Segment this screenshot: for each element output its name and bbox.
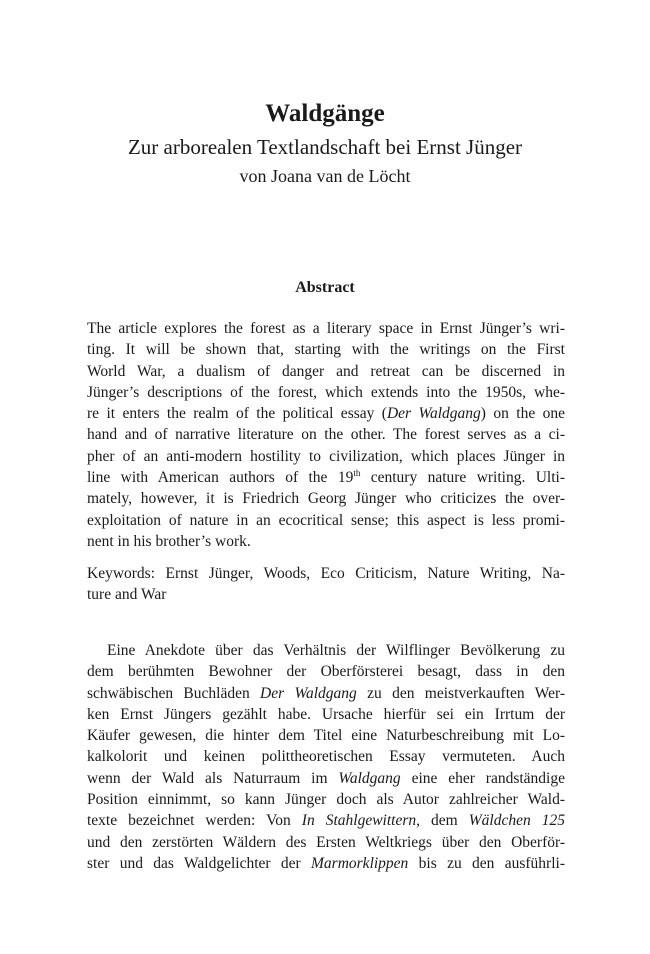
keywords-line: Keywords: Ernst Jünger, Woods, Eco Criticism, Nature Writing, Na- <box>87 565 565 582</box>
abstract-line: line with American authors of the 19th century nature writing. Ulti- <box>87 468 565 487</box>
article-author: von Joana van de Löcht <box>239 166 411 186</box>
body-line: kalkolorit und keinen polittheoretischen Essay vermuteten. Auch <box>87 748 565 766</box>
body-line: Position einnimmt, so kann Jünger doch als Autor zahlreicher Wald- <box>87 791 565 809</box>
abstract-line: ting. It will be shown that, starting with the writings on the First <box>87 341 565 359</box>
abstract-line: pher of an anti-modern hostility to civilization, which places Jünger in <box>87 447 565 465</box>
abstract-line: Jünger’s descriptions of the forest, which extends into the 1950s, whe- <box>87 383 565 401</box>
abstract-line: hand and of narrative literature on the other. The forest serves as a ci- <box>87 426 565 444</box>
body-line: texte bezeichnet werden: Von In Stahlgewittern, dem Wäldchen 125 <box>87 812 565 830</box>
body-line: dem berühmten Bewohner der Oberförsterei besagt, dass in den <box>87 663 565 681</box>
article-subtitle: Zur arborealen Textlandschaft bei Ernst Jünger <box>127 135 523 159</box>
abstract-heading: Abstract <box>295 279 355 296</box>
body-line: wenn der Wald als Naturraum im Waldgang eine eher randständige <box>87 769 565 787</box>
body-line: und den zerstörten Wäldern des Ersten Weltkriegs über den Oberför- <box>87 833 565 851</box>
abstract-line: mately, however, it is Friedrich Georg Jünger who criticizes the over- <box>87 490 565 508</box>
keywords-paragraph <box>87 563 565 606</box>
article-title: Waldgänge <box>265 100 385 127</box>
abstract-line: nent in his brother’s work. <box>87 532 251 550</box>
body-line: ken Ernst Jüngers gezählt habe. Ursache hierfür sei ein Irrtum der <box>87 705 565 723</box>
keywords-line: ture and War <box>87 586 167 604</box>
abstract-line: World War, a dualism of danger and retreat can be discerned in <box>87 362 565 380</box>
abstract-line: exploitation of nature in an ecocritical sense; this aspect is less promi- <box>87 511 565 529</box>
abstract-paragraph <box>87 318 565 552</box>
abstract-line: re it enters the realm of the political essay (Der Waldgang) on the one <box>87 405 565 423</box>
body-line: Eine Anekdote über das Verhältnis der Wilflinger Bevölkerung zu <box>107 642 565 659</box>
body-line: schwäbischen Buchläden Der Waldgang zu den meistverkauften Wer- <box>87 684 565 702</box>
body-line: ster und das Waldgelichter der Marmorklippen bis zu den ausführli- <box>87 854 565 872</box>
body-paragraph <box>87 640 565 874</box>
body-line: Käufer gewesen, die hinter dem Titel eine Naturbeschreibung mit Lo- <box>87 727 565 745</box>
abstract-line: The article explores the forest as a literary space in Ernst Jünger’s wri- <box>87 320 565 337</box>
